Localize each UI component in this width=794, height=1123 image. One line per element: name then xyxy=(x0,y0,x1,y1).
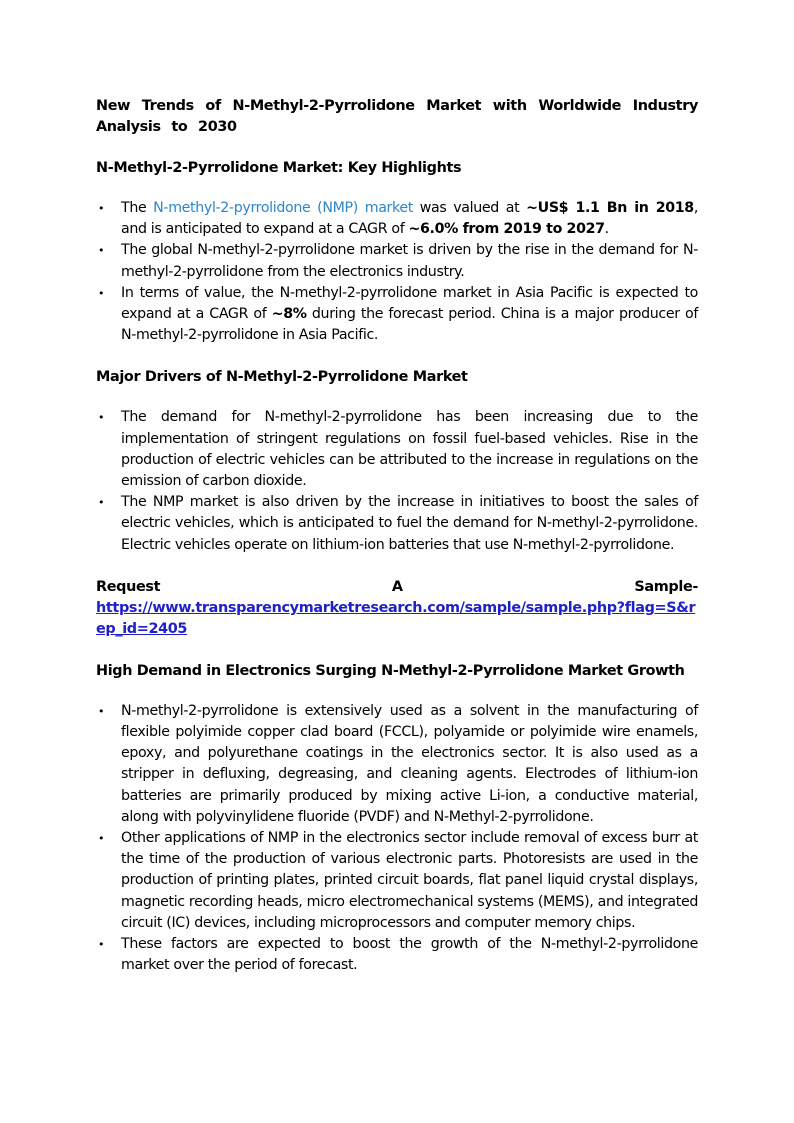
list-item: • N-methyl-2-pyrrolidone is extensively used as a solvent in the manufacturing of flexible polyimide copper clad board (FCCL), polyamide or polyimide wire enamels, epoxy, and polyurethane coatings in the electronics sector. It is also used as a stripper in defluxing, degreasing, and cleaning agents. Electrodes of lithium-ion batteries are primarily produced by mixing active Li-ion, a conductive material, along with polyvinylidene fluoride (PVDF) and N-Methyl-2-pyrrolidone. xyxy=(98,702,698,825)
asia-pacific-cagr: ~8% xyxy=(271,306,307,323)
request-sample-label: Request A Sample- xyxy=(96,578,698,595)
major-drivers-list xyxy=(96,407,698,555)
bullet-icon: • xyxy=(98,286,105,300)
bullet-icon: • xyxy=(98,938,105,952)
bullet-icon: • xyxy=(98,496,105,510)
cagr-value: ~6.0% from 2019 to 2027 xyxy=(408,221,605,238)
key-highlights-list xyxy=(96,198,698,346)
nmp-market-link[interactable]: N-methyl-2-pyrrolidone (NMP) market xyxy=(153,200,413,216)
list-item: • In terms of value, the N-methyl-2-pyrrolidone market in Asia Pacific is expected to expand at a CAGR of ~8% during the forecast period. China is a major producer of N-methyl-2-pyrrolidone in Asia Pacific. xyxy=(98,284,699,344)
section-heading-key-highlights: N-Methyl-2-Pyrrolidone Market: Key Highlights xyxy=(96,160,462,176)
title-line-2: Analysis to 2030 xyxy=(96,119,237,135)
list-item: • The NMP market is also driven by the increase in initiatives to boost the sales of electric vehicles, which is anticipated to fuel the demand for N-methyl-2-pyrrolidone. Electric vehicles operate on lithium-ion batteries that use N-methyl-2-pyrrolidone. xyxy=(98,494,698,553)
market-value: ~US$ 1.1 Bn in 2018 xyxy=(526,200,694,216)
section-heading-major-drivers: Major Drivers of N-Methyl-2-Pyrrolidone Market xyxy=(96,369,468,386)
title-line-1: New Trends of N-Methyl-2-Pyrrolidone Market with Worldwide Industry xyxy=(96,98,698,114)
list-item: • Other applications of NMP in the electronics sector include removal of excess burr at the time of the production of various electronic parts. Photoresists are used in the production of printing plates, printed circuit boards, flat panel liquid crystal displays, magnetic recording heads, micro electromechanical systems (MEMS), and integrated circuit (IC) devices, including microprocessors and computer memory chips. xyxy=(98,830,698,931)
bullet-icon: • xyxy=(98,244,105,258)
list-item: • The N-methyl-2-pyrrolidone (NMP) market was valued at ~US$ 1.1 Bn in 2018, and is anticipated to expand at a CAGR of ~6.0% from 2019 to 2027. xyxy=(98,200,699,238)
request-sample-link[interactable]: https://www.transparencymarketresearch.com/sample/sample.php?flag=S&rep_id=2405 xyxy=(96,599,696,637)
section-heading-high-demand-electronics: High Demand in Electronics Surging N-Methyl-2-Pyrrolidone Market Growth xyxy=(96,662,685,679)
electronics-demand-list xyxy=(96,701,698,977)
list-item: • The global N-methyl-2-pyrrolidone market is driven by the rise in the demand for N-methyl-2-pyrrolidone from the electronics industry. xyxy=(98,242,698,280)
bullet-icon: • xyxy=(98,202,105,215)
document-title xyxy=(96,96,698,138)
bullet-icon: • xyxy=(98,832,105,846)
bullet-icon: • xyxy=(98,704,105,718)
list-item: • These factors are expected to boost the growth of the N-methyl-2-pyrrolidone market over the period of forecast. xyxy=(98,936,698,974)
list-item: • The demand for N-methyl-2-pyrrolidone has been increasing due to the implementation of stringent regulations on fossil fuel-based vehicles. Rise in the production of electric vehicles can be attributed to the increase in regulations on the emission of carbon dioxide. xyxy=(98,409,698,490)
bullet-icon: • xyxy=(98,411,105,425)
